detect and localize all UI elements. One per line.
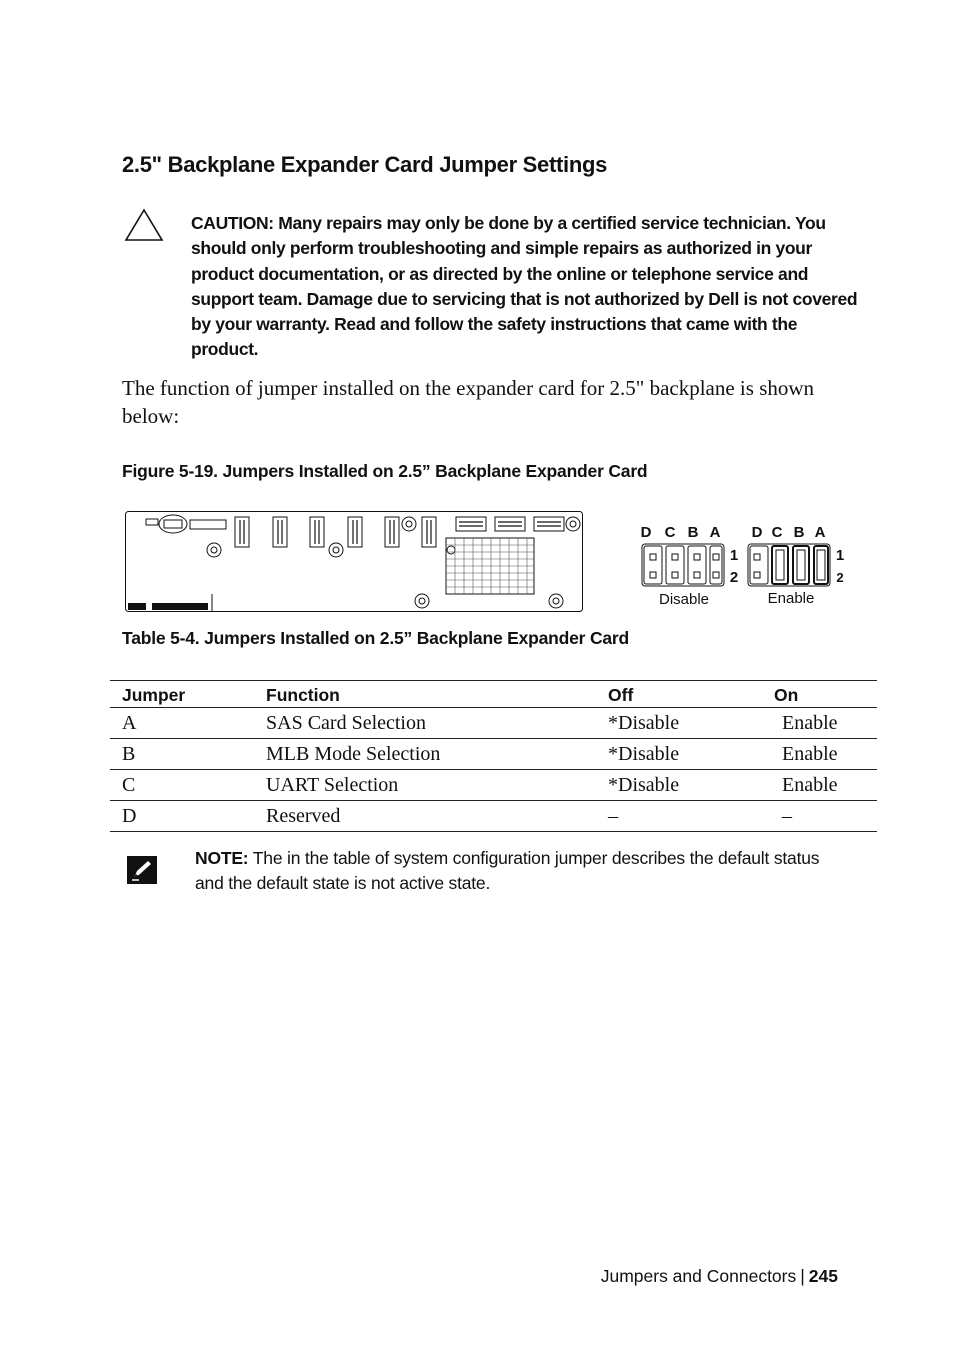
cell-jumper: D bbox=[110, 801, 254, 832]
intro-paragraph: The function of jumper installed on the expander card for 2.5" backplane is shown below: bbox=[122, 376, 815, 428]
page-footer bbox=[601, 1266, 838, 1287]
cell-on: Enable bbox=[762, 770, 877, 801]
expander-card-diagram bbox=[124, 510, 586, 614]
caution-text: CAUTION: Many repairs may only be done by a certified service technician. You should only perform troubleshooting and simple repairs as authorized in your product documentation, or as directed by the online or telephone service and support team. Damage due to servicing that is not authorized by Dell is not covered by your warranty. Read and follow the safety instructions that came with the product. bbox=[191, 213, 858, 360]
enable-pin-letter-c: C bbox=[771, 524, 783, 541]
pencil-note-icon bbox=[126, 855, 158, 885]
cell-off: *Disable bbox=[596, 770, 762, 801]
table-row bbox=[110, 770, 877, 801]
footer-separator: | bbox=[800, 1266, 805, 1286]
note-text-before: The bbox=[248, 848, 283, 868]
table-row bbox=[110, 801, 877, 832]
enable-pin-letter-b: B bbox=[793, 524, 805, 541]
figure-caption: Figure 5-19. Jumpers Installed on 2.5” Backplane Expander Card bbox=[122, 461, 648, 481]
disable-label: Disable bbox=[658, 591, 710, 608]
header-function: Function bbox=[254, 681, 596, 708]
cell-function: Reserved bbox=[254, 801, 596, 832]
cell-jumper: C bbox=[110, 770, 254, 801]
footer-section: Jumpers and Connectors bbox=[600, 1266, 797, 1286]
cell-jumper: A bbox=[110, 708, 254, 739]
table-row bbox=[110, 708, 877, 739]
enable-pin-letter-a: A bbox=[814, 524, 826, 541]
cell-on: Enable bbox=[762, 708, 877, 739]
cell-off: *Disable bbox=[596, 708, 762, 739]
disable-pin-letter-a: A bbox=[709, 524, 721, 541]
disable-pin-letter-d: D bbox=[640, 524, 652, 541]
table-header-row bbox=[110, 681, 877, 708]
note-text-after: in the table of system configuration jumper describes the default status and the default state is not active state. bbox=[195, 848, 820, 893]
header-jumper: Jumper bbox=[110, 681, 254, 708]
cell-off: – bbox=[596, 801, 762, 832]
cell-on: – bbox=[762, 801, 877, 832]
table-row bbox=[110, 739, 877, 770]
cell-function: UART Selection bbox=[254, 770, 596, 801]
disable-row-label-2: 2 bbox=[729, 569, 739, 586]
cell-function: MLB Mode Selection bbox=[254, 739, 596, 770]
header-on: On bbox=[762, 681, 877, 708]
note-label: NOTE: bbox=[195, 848, 249, 868]
enable-pin-letter-d: D bbox=[751, 524, 763, 541]
cell-on: Enable bbox=[762, 739, 877, 770]
cell-jumper: B bbox=[110, 739, 254, 770]
jumper-table bbox=[110, 680, 877, 832]
section-title: 2.5" Backplane Expander Card Jumper Settings bbox=[122, 152, 608, 177]
header-off: Off bbox=[596, 681, 762, 708]
jumper-settings-legend bbox=[636, 518, 850, 610]
enable-row-label-2: 2 bbox=[836, 570, 844, 585]
disable-row-label-1: 1 bbox=[729, 547, 739, 564]
enable-row-label-1: 1 bbox=[835, 547, 845, 564]
cell-off: *Disable bbox=[596, 739, 762, 770]
disable-pin-letter-b: B bbox=[687, 524, 699, 541]
disable-pin-letter-c: C bbox=[664, 524, 676, 541]
caution-triangle-icon bbox=[124, 208, 164, 242]
enable-label: Enable bbox=[767, 590, 815, 607]
page-number: 245 bbox=[808, 1266, 838, 1286]
cell-function: SAS Card Selection bbox=[254, 708, 596, 739]
note-text bbox=[195, 846, 845, 896]
table-caption: Table 5-4. Jumpers Installed on 2.5” Backplane Expander Card bbox=[122, 628, 630, 648]
